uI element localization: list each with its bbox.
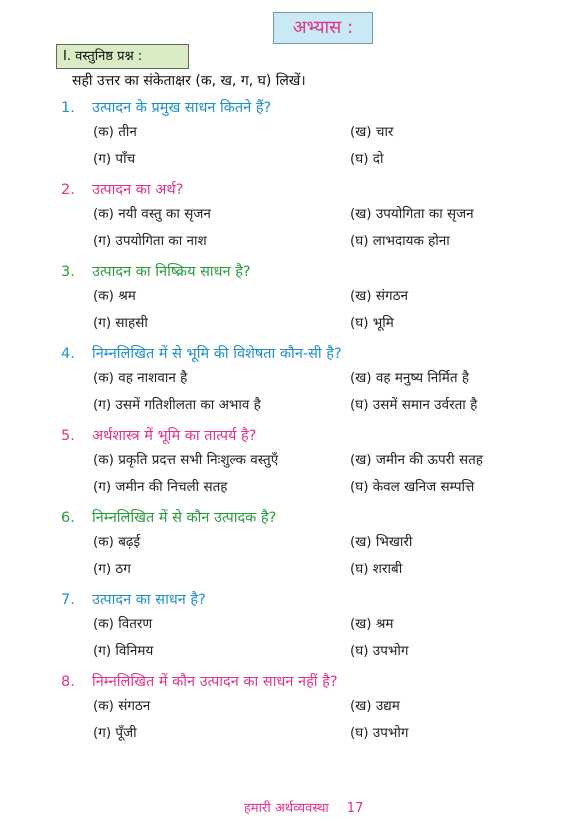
option: (क) वितरण <box>93 616 153 632</box>
option: (ख) उपयोगिता का सृजन <box>350 206 474 222</box>
option: (ग) पाँच <box>93 151 136 167</box>
question-number: 8. <box>61 674 75 690</box>
option: (ग) उपयोगिता का नाश <box>93 233 207 249</box>
option: (घ) उपभोग <box>350 643 409 659</box>
option: (क) संगठन <box>93 698 151 714</box>
option: (ख) चार <box>350 124 394 140</box>
option: (घ) लाभदायक होना <box>350 233 450 249</box>
option: (क) नयी वस्तु का सृजन <box>93 206 211 222</box>
option: (ख) भिखारी <box>350 534 413 550</box>
instruction-text: सही उत्तर का संकेताक्षर (क, ख, ग, घ) लिखें। <box>72 73 306 89</box>
option: (ग) ठग <box>93 561 131 577</box>
exercise-title: अभ्यास : <box>273 12 373 44</box>
option: (ग) विनिमय <box>93 643 154 659</box>
question-number: 4. <box>61 346 75 362</box>
option: (घ) उसमें समान उर्वरता है <box>350 397 478 413</box>
option: (घ) केवल खनिज सम्पत्ति <box>350 479 475 495</box>
option: (ग) साहसी <box>93 315 148 331</box>
option: (घ) दो <box>350 151 384 167</box>
option: (ख) उद्यम <box>350 698 400 714</box>
question-text: अर्थशास्त्र में भूमि का तात्पर्य है? <box>92 428 257 444</box>
option: (ग) उसमें गतिशीलता का अभाव है <box>93 397 261 413</box>
option: (घ) शराबी <box>350 561 403 577</box>
question-number: 2. <box>61 182 75 198</box>
question-number: 7. <box>61 592 75 608</box>
option: (ख) जमीन की ऊपरी सतह <box>350 452 483 468</box>
question-number: 5. <box>61 428 75 444</box>
option: (घ) भूमि <box>350 315 394 331</box>
question-number: 1. <box>61 100 75 116</box>
question-text: उत्पादन का साधन है? <box>92 592 206 608</box>
option: (ग) पूँजी <box>93 725 137 741</box>
section-label: I. वस्तुनिष्ठ प्रश्न : <box>56 44 189 69</box>
option: (क) श्रम <box>93 288 136 304</box>
question-text: उत्पादन का निष्क्रिय साधन है? <box>92 264 251 280</box>
option: (ख) वह मनुष्य निर्मित है <box>350 370 470 386</box>
question-text: निम्नलिखित में कौन उत्पादन का साधन नहीं है? <box>92 674 338 690</box>
option: (क) बढ़ई <box>93 534 141 550</box>
option: (क) वह नाशवान है <box>93 370 188 386</box>
question-text: उत्पादन का अर्थ? <box>92 182 184 198</box>
page-footer <box>244 798 363 816</box>
option: (ख) संगठन <box>350 288 408 304</box>
question-text: निम्नलिखित में से भूमि की विशेषता कौन-सी है? <box>92 346 342 362</box>
question-number: 6. <box>61 510 75 526</box>
question-text: उत्पादन के प्रमुख साधन कितने हैं? <box>92 100 272 116</box>
page-number: 17 <box>346 801 364 816</box>
book-title: हमारी अर्थव्यवस्था <box>244 801 329 816</box>
question-number: 3. <box>61 264 75 280</box>
option: (ख) श्रम <box>350 616 394 632</box>
option: (घ) उपभोग <box>350 725 409 741</box>
question-text: निम्नलिखित में से कौन उत्पादक है? <box>92 510 277 526</box>
option: (क) प्रकृति प्रदत्त सभी निःशुल्क वस्तुएँ <box>93 452 279 468</box>
option: (क) तीन <box>93 124 137 140</box>
option: (ग) जमीन की निचली सतह <box>93 479 228 495</box>
